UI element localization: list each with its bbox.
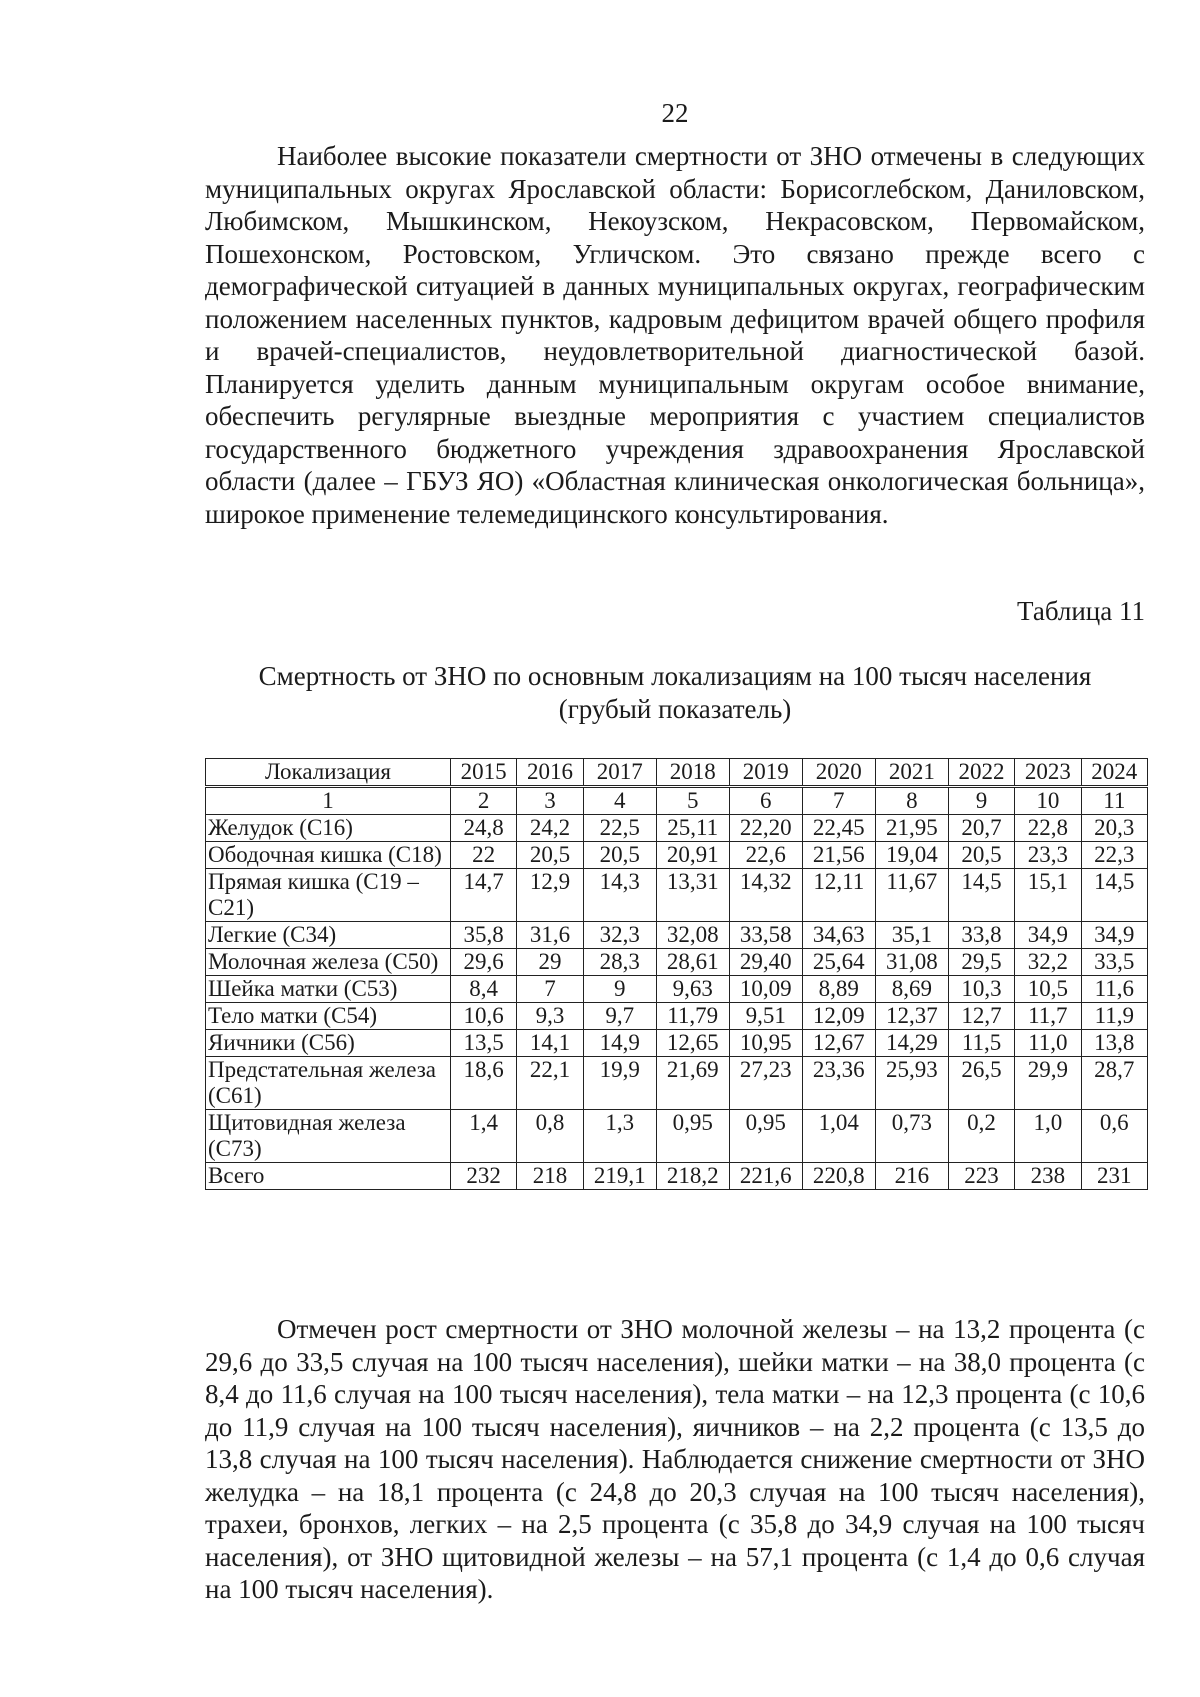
column-number: 11: [1081, 787, 1147, 815]
value-cell: 14,29: [875, 1030, 948, 1057]
value-cell: 7: [517, 976, 583, 1003]
table-row: [206, 1110, 1148, 1163]
header-year: 2018: [656, 759, 729, 787]
value-cell: 11,79: [656, 1003, 729, 1030]
value-cell: 22,3: [1081, 842, 1147, 869]
table-row: [206, 922, 1148, 949]
table-title-line-1: Смертность от ЗНО по основным локализациям на 100 тысяч населения: [258, 661, 1092, 691]
localization-cell: Ободочная кишка (С18): [206, 842, 451, 869]
value-cell: 14,9: [583, 1030, 656, 1057]
value-cell: 26,5: [948, 1057, 1014, 1110]
value-cell: 18,6: [451, 1057, 517, 1110]
value-cell: 10,6: [451, 1003, 517, 1030]
value-cell: 22,8: [1015, 815, 1081, 842]
value-cell: 11,0: [1015, 1030, 1081, 1057]
value-cell: 19,9: [583, 1057, 656, 1110]
value-cell: 33,8: [948, 922, 1014, 949]
value-cell: 24,8: [451, 815, 517, 842]
value-cell: 238: [1015, 1163, 1081, 1190]
value-cell: 24,2: [517, 815, 583, 842]
value-cell: 25,93: [875, 1057, 948, 1110]
value-cell: 12,9: [517, 869, 583, 922]
value-cell: 9: [583, 976, 656, 1003]
table-title-line-2: (грубый показатель): [558, 694, 792, 724]
column-number: 4: [583, 787, 656, 815]
value-cell: 14,7: [451, 869, 517, 922]
value-cell: 8,4: [451, 976, 517, 1003]
value-cell: 32,08: [656, 922, 729, 949]
localization-cell: Тело матки (С54): [206, 1003, 451, 1030]
table-row: [206, 815, 1148, 842]
column-number: 6: [729, 787, 802, 815]
table-row: [206, 1030, 1148, 1057]
value-cell: 20,5: [517, 842, 583, 869]
value-cell: 231: [1081, 1163, 1147, 1190]
column-number: 7: [802, 787, 875, 815]
table-label: Таблица 11: [1017, 596, 1145, 626]
value-cell: 21,69: [656, 1057, 729, 1110]
value-cell: 0,95: [656, 1110, 729, 1163]
value-cell: 12,65: [656, 1030, 729, 1057]
value-cell: 22: [451, 842, 517, 869]
localization-cell: Яичники (С56): [206, 1030, 451, 1057]
value-cell: 12,37: [875, 1003, 948, 1030]
value-cell: 223: [948, 1163, 1014, 1190]
value-cell: 28,3: [583, 949, 656, 976]
value-cell: 21,56: [802, 842, 875, 869]
localization-cell: Прямая кишка (С19 – С21): [206, 869, 451, 922]
value-cell: 25,11: [656, 815, 729, 842]
value-cell: 14,3: [583, 869, 656, 922]
mortality-table: [205, 758, 1148, 1190]
value-cell: 14,32: [729, 869, 802, 922]
value-cell: 33,58: [729, 922, 802, 949]
value-cell: 11,67: [875, 869, 948, 922]
value-cell: 9,7: [583, 1003, 656, 1030]
table-row: [206, 1163, 1148, 1190]
value-cell: 20,7: [948, 815, 1014, 842]
value-cell: 221,6: [729, 1163, 802, 1190]
value-cell: 1,3: [583, 1110, 656, 1163]
table-header-row: [206, 759, 1148, 787]
value-cell: 31,08: [875, 949, 948, 976]
value-cell: 10,09: [729, 976, 802, 1003]
value-cell: 9,63: [656, 976, 729, 1003]
value-cell: 20,5: [948, 842, 1014, 869]
value-cell: 29,6: [451, 949, 517, 976]
column-number: 5: [656, 787, 729, 815]
value-cell: 15,1: [1015, 869, 1081, 922]
table-row: [206, 949, 1148, 976]
value-cell: 13,31: [656, 869, 729, 922]
value-cell: 14,5: [948, 869, 1014, 922]
value-cell: 11,7: [1015, 1003, 1081, 1030]
value-cell: 34,63: [802, 922, 875, 949]
value-cell: 216: [875, 1163, 948, 1190]
value-cell: 29: [517, 949, 583, 976]
value-cell: 29,5: [948, 949, 1014, 976]
value-cell: 35,8: [451, 922, 517, 949]
value-cell: 34,9: [1015, 922, 1081, 949]
value-cell: 11,5: [948, 1030, 1014, 1057]
value-cell: 8,69: [875, 976, 948, 1003]
column-number: 9: [948, 787, 1014, 815]
value-cell: 32,3: [583, 922, 656, 949]
header-year: 2022: [948, 759, 1014, 787]
value-cell: 10,95: [729, 1030, 802, 1057]
value-cell: 13,5: [451, 1030, 517, 1057]
value-cell: 29,9: [1015, 1057, 1081, 1110]
value-cell: 22,6: [729, 842, 802, 869]
table-title: [205, 660, 1145, 726]
column-number: 10: [1015, 787, 1081, 815]
value-cell: 35,1: [875, 922, 948, 949]
value-cell: 9,51: [729, 1003, 802, 1030]
value-cell: 33,5: [1081, 949, 1147, 976]
page-number: 22: [661, 98, 689, 128]
header-year: 2021: [875, 759, 948, 787]
table-row: [206, 1057, 1148, 1110]
value-cell: 23,36: [802, 1057, 875, 1110]
column-number: 2: [451, 787, 517, 815]
value-cell: 0,8: [517, 1110, 583, 1163]
value-cell: 21,95: [875, 815, 948, 842]
value-cell: 22,1: [517, 1057, 583, 1110]
localization-cell: Всего: [206, 1163, 451, 1190]
localization-cell: Молочная железа (С50): [206, 949, 451, 976]
table-row: [206, 976, 1148, 1003]
value-cell: 0,6: [1081, 1110, 1147, 1163]
value-cell: 31,6: [517, 922, 583, 949]
column-number: 1: [206, 787, 451, 815]
value-cell: 11,9: [1081, 1003, 1147, 1030]
localization-cell: Щитовидная железа (С73): [206, 1110, 451, 1163]
header-year: 2015: [451, 759, 517, 787]
value-cell: 0,95: [729, 1110, 802, 1163]
table-row: [206, 842, 1148, 869]
value-cell: 34,9: [1081, 922, 1147, 949]
value-cell: 11,6: [1081, 976, 1147, 1003]
value-cell: 0,73: [875, 1110, 948, 1163]
header-year: 2016: [517, 759, 583, 787]
value-cell: 10,3: [948, 976, 1014, 1003]
value-cell: 1,4: [451, 1110, 517, 1163]
value-cell: 12,11: [802, 869, 875, 922]
value-cell: 19,04: [875, 842, 948, 869]
header-localization: Локализация: [206, 759, 451, 787]
value-cell: 22,5: [583, 815, 656, 842]
localization-cell: Шейка матки (С53): [206, 976, 451, 1003]
header-year: 2017: [583, 759, 656, 787]
value-cell: 12,09: [802, 1003, 875, 1030]
localization-cell: Желудок (С16): [206, 815, 451, 842]
value-cell: 14,5: [1081, 869, 1147, 922]
value-cell: 0,2: [948, 1110, 1014, 1163]
value-cell: 1,0: [1015, 1110, 1081, 1163]
localization-cell: Легкие (С34): [206, 922, 451, 949]
value-cell: 9,3: [517, 1003, 583, 1030]
header-year: 2024: [1081, 759, 1147, 787]
table-row: [206, 1003, 1148, 1030]
value-cell: 25,64: [802, 949, 875, 976]
localization-cell: Предстательная железа (С61): [206, 1057, 451, 1110]
value-cell: 22,20: [729, 815, 802, 842]
value-cell: 232: [451, 1163, 517, 1190]
header-year: 2023: [1015, 759, 1081, 787]
value-cell: 23,3: [1015, 842, 1081, 869]
value-cell: 14,1: [517, 1030, 583, 1057]
value-cell: 12,67: [802, 1030, 875, 1057]
value-cell: 20,3: [1081, 815, 1147, 842]
value-cell: 12,7: [948, 1003, 1014, 1030]
value-cell: 29,40: [729, 949, 802, 976]
value-cell: 13,8: [1081, 1030, 1147, 1057]
paragraph-trends: Отмечен рост смертности от ЗНО молочной железы – на 13,2 процента (с 29,6 до 33,5 случая на 100 тысяч населения), шейки матки – на 38,0 процента (с 8,4 до 11,6 случая на 100 тысяч населения), тела матки – на 12,3 процента (с 10,6 до 11,9 случая на 100 тысяч населения), яичников – на 2,2 процента (с 13,5 до 13,8 случая на 100 тысяч населения). Наблюдается снижение смертности от ЗНО желудка – на 18,1 процента (с 24,8 до 20,3 случая на 100 тысяч населения), трахеи, бронхов, легких – на 2,5 процента (с 35,8 до 34,9 случая на 100 тысяч населения), от ЗНО щитовидной железы – на 57,1 процента (с 1,4 до 0,6 случая на 100 тысяч населения).: [205, 1314, 1145, 1604]
value-cell: 32,2: [1015, 949, 1081, 976]
column-number: 3: [517, 787, 583, 815]
column-number: 8: [875, 787, 948, 815]
value-cell: 20,91: [656, 842, 729, 869]
value-cell: 28,7: [1081, 1057, 1147, 1110]
header-year: 2019: [729, 759, 802, 787]
value-cell: 219,1: [583, 1163, 656, 1190]
column-number-row: [206, 787, 1148, 815]
value-cell: 8,89: [802, 976, 875, 1003]
value-cell: 20,5: [583, 842, 656, 869]
value-cell: 27,23: [729, 1057, 802, 1110]
value-cell: 1,04: [802, 1110, 875, 1163]
value-cell: 28,61: [656, 949, 729, 976]
value-cell: 220,8: [802, 1163, 875, 1190]
table-row: [206, 869, 1148, 922]
value-cell: 218,2: [656, 1163, 729, 1190]
header-year: 2020: [802, 759, 875, 787]
value-cell: 218: [517, 1163, 583, 1190]
paragraph-regions: Наиболее высокие показатели смертности от ЗНО отмечены в следующих муниципальных округах Ярославской области: Борисоглебском, Даниловском, Любимском, Мышкинском, Некоузском, Некрасовском, Первомайском, Пошехонском, Ростовском, Угличском. Это связано прежде всего с демографической ситуацией в данных муниципальных округах, географическим положением населенных пунктов, кадровым дефицитом врачей общего профиля и врачей-специалистов, неудовлетворительной диагностической базой. Планируется уделить данным муниципальным округам особое внимание, обеспечить регулярные выездные мероприятия с участием специалистов государственного бюджетного учреждения здравоохранения Ярославской области (далее – ГБУЗ ЯО) «Областная клиническая онкологическая больница», широкое применение телемедицинского консультирования.: [205, 141, 1145, 529]
value-cell: 22,45: [802, 815, 875, 842]
value-cell: 10,5: [1015, 976, 1081, 1003]
